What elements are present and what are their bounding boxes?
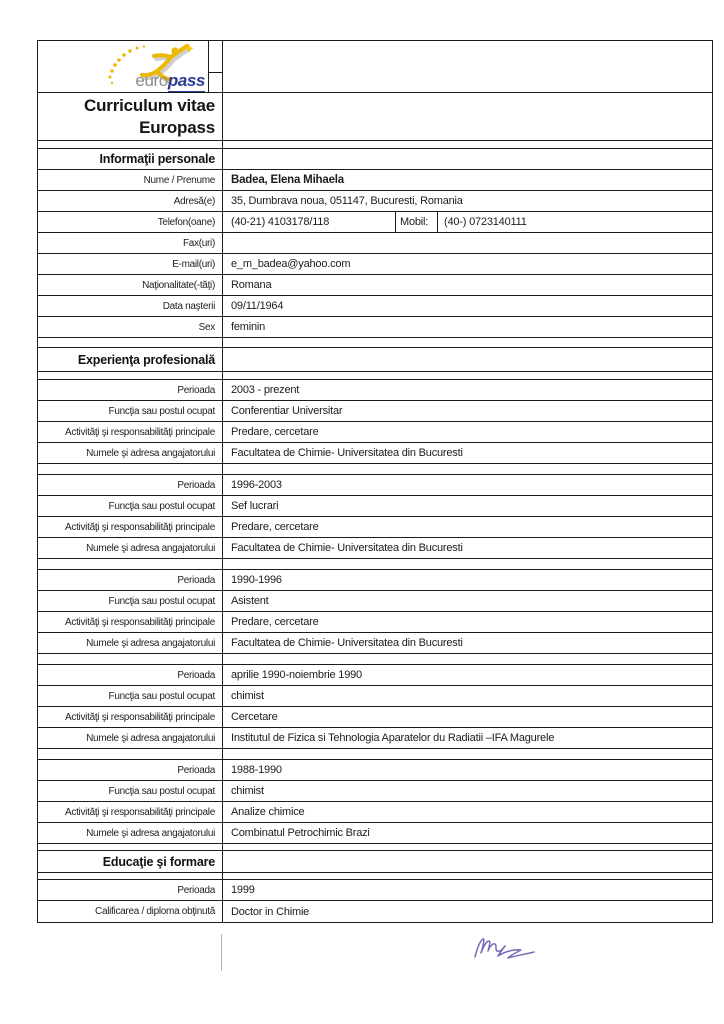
field-value: Facultatea de Chimie- Universitatea din Bucuresti xyxy=(231,637,463,649)
spacer-right xyxy=(223,372,712,379)
field-row-period xyxy=(38,665,712,686)
field-label: Numele şi adresa angajatorului xyxy=(38,443,223,463)
field-row-employer xyxy=(38,728,712,749)
spacer-row xyxy=(38,338,712,348)
section-header-experience xyxy=(38,348,712,372)
phone-value-cells xyxy=(223,212,712,232)
field-label: Activităţi şi responsabilităţi principale xyxy=(38,612,223,632)
logo-row-divider-cell xyxy=(208,41,223,92)
field-value: Doctor in Chimie xyxy=(231,905,310,918)
field-row-position xyxy=(38,686,712,707)
field-label: Adresă(e) xyxy=(38,191,223,211)
scan-artifact-line xyxy=(221,934,222,971)
field-row-qualification xyxy=(38,901,712,922)
field-value: Predare, cercetare xyxy=(231,426,319,438)
field-value: Romana xyxy=(231,279,272,291)
field-label: E-mail(uri) xyxy=(38,254,223,274)
mobile-value: (40-) 0723140111 xyxy=(444,216,527,228)
field-row-activities xyxy=(38,517,712,538)
spacer-right xyxy=(223,844,712,850)
field-row-activities xyxy=(38,422,712,443)
field-value: Combinatul Petrochimic Brazi xyxy=(231,827,370,839)
spacer-left xyxy=(38,338,223,347)
spacer-row xyxy=(38,873,712,880)
title-row-empty-cell xyxy=(223,93,712,140)
spacer-left xyxy=(38,141,223,148)
spacer-row xyxy=(38,464,712,475)
field-label: Perioada xyxy=(38,665,223,685)
field-label: Activităţi şi responsabilităţi principale xyxy=(38,517,223,537)
spacer-right xyxy=(223,873,712,879)
field-value: chimist xyxy=(231,785,264,797)
field-row-period xyxy=(38,760,712,781)
field-value: Asistent xyxy=(231,595,269,607)
spacer-left xyxy=(38,844,223,850)
field-row-employer xyxy=(38,823,712,844)
spacer-right xyxy=(223,338,712,347)
field-label: Perioada xyxy=(38,380,223,400)
field-label: Perioada xyxy=(38,570,223,590)
logo-pass-text: pass xyxy=(167,71,205,90)
field-row-employer xyxy=(38,633,712,654)
spacer-row xyxy=(38,844,712,851)
field-value: Analize chimice xyxy=(231,806,305,818)
phone-main-value: (40-21) 4103178/118 xyxy=(223,212,396,232)
section-header-education xyxy=(38,851,712,873)
spacer-left xyxy=(38,749,223,759)
field-value: 2003 - prezent xyxy=(231,384,300,396)
spacer-left xyxy=(38,873,223,879)
title-row xyxy=(38,93,712,141)
field-value: Facultatea de Chimie- Universitatea din Bucuresti xyxy=(231,447,463,459)
handwritten-signature xyxy=(468,930,544,972)
spacer-left xyxy=(38,372,223,379)
field-row-activities xyxy=(38,802,712,823)
field-row-position xyxy=(38,781,712,802)
field-value: 1999 xyxy=(231,884,255,896)
field-value: 1988-1990 xyxy=(231,764,282,776)
europass-logo xyxy=(105,43,207,90)
field-row-sex xyxy=(38,317,712,338)
spacer-row xyxy=(38,749,712,760)
field-row-employer xyxy=(38,538,712,559)
field-value: Cercetare xyxy=(231,711,278,723)
field-value: Facultatea de Chimie- Universitatea din Bucuresti xyxy=(231,542,463,554)
field-value: Sef lucrari xyxy=(231,500,279,512)
field-label: Numele şi adresa angajatorului xyxy=(38,538,223,558)
field-label: Numele şi adresa angajatorului xyxy=(38,728,223,748)
spacer-right xyxy=(223,559,712,569)
cv-table xyxy=(37,40,713,923)
spacer-left xyxy=(38,559,223,569)
field-row-activities xyxy=(38,612,712,633)
field-label: Telefon(oane) xyxy=(38,212,223,232)
section-header-empty-cell xyxy=(223,348,712,371)
field-row-position xyxy=(38,401,712,422)
title-line-2: Europass xyxy=(139,117,215,137)
field-label: Activităţi şi responsabilităţi principale xyxy=(38,802,223,822)
spacer-left xyxy=(38,464,223,474)
europass-wordmark xyxy=(135,72,205,89)
spacer-left xyxy=(38,654,223,664)
field-row-activities xyxy=(38,707,712,728)
field-label: Data naşterii xyxy=(38,296,223,316)
field-value: 1996-2003 xyxy=(231,479,282,491)
field-value: Predare, cercetare xyxy=(231,521,319,533)
field-row-fax xyxy=(38,233,712,254)
field-row-position xyxy=(38,591,712,612)
section-title: Informaţii personale xyxy=(38,149,223,169)
field-row-email xyxy=(38,254,712,275)
field-label: Funcţia sau postul ocupat xyxy=(38,781,223,801)
field-value: chimist xyxy=(231,690,264,702)
spacer-right xyxy=(223,749,712,759)
field-row-name xyxy=(38,170,712,191)
spacer-right xyxy=(223,464,712,474)
field-row-edu-period xyxy=(38,880,712,901)
field-label: Activităţi şi responsabilităţi principale xyxy=(38,707,223,727)
field-label: Perioada xyxy=(38,475,223,495)
field-label: Numele şi adresa angajatorului xyxy=(38,633,223,653)
logo-cell xyxy=(38,41,208,92)
spacer-right xyxy=(223,141,712,148)
field-value: 09/11/1964 xyxy=(231,300,284,312)
field-label: Funcţia sau postul ocupat xyxy=(38,496,223,516)
field-value: Badea, Elena Mihaela xyxy=(231,174,344,186)
field-value: e_m_badea@yahoo.com xyxy=(231,258,351,270)
spacer-row xyxy=(38,654,712,665)
spacer-row xyxy=(38,372,712,380)
section-title: Educaţie şi formare xyxy=(38,851,223,872)
field-row-address xyxy=(38,191,712,212)
mobile-label: Mobil: xyxy=(396,212,438,232)
field-label: Funcţia sau postul ocupat xyxy=(38,591,223,611)
logo-row-empty-cell xyxy=(223,41,712,92)
field-label: Funcţia sau postul ocupat xyxy=(38,686,223,706)
field-row-position xyxy=(38,496,712,517)
field-label: Fax(uri) xyxy=(38,233,223,253)
field-label: Nume / Prenume xyxy=(38,170,223,190)
field-value xyxy=(223,233,712,253)
field-row-period xyxy=(38,475,712,496)
document-title xyxy=(38,93,223,140)
logo-row xyxy=(38,41,712,93)
field-row-nationality xyxy=(38,275,712,296)
field-value: 1990-1996 xyxy=(231,574,282,586)
field-row-birthdate xyxy=(38,296,712,317)
section-title: Experienţa profesională xyxy=(38,348,223,371)
field-label: Calificarea / diploma obţinută xyxy=(38,901,223,922)
field-label: Perioada xyxy=(38,760,223,780)
section-header-personal xyxy=(38,149,712,170)
field-value: Predare, cercetare xyxy=(231,616,319,628)
field-label: Funcţia sau postul ocupat xyxy=(38,401,223,421)
field-row-period xyxy=(38,570,712,591)
section-header-empty-cell xyxy=(223,149,712,169)
field-row-phone xyxy=(38,212,712,233)
spacer-row xyxy=(38,141,712,149)
field-label: Numele şi adresa angajatorului xyxy=(38,823,223,843)
field-row-employer xyxy=(38,443,712,464)
logo-row-divider-segment xyxy=(209,41,222,73)
field-value: feminin xyxy=(231,321,266,333)
field-label: Perioada xyxy=(38,880,223,900)
field-label: Activităţi şi responsabilităţi principale xyxy=(38,422,223,442)
field-value: aprilie 1990-noiembrie 1990 xyxy=(231,669,362,681)
field-value: Institutul de Fizica si Tehnologia Aparatelor du Radiatii –IFA Magurele xyxy=(231,732,555,744)
title-line-1: Curriculum vitae xyxy=(84,95,215,115)
field-row-period xyxy=(38,380,712,401)
spacer-right xyxy=(223,654,712,664)
field-value: Conferentiar Universitar xyxy=(231,405,343,417)
logo-euro-text: euro xyxy=(135,71,168,90)
section-header-empty-cell xyxy=(223,851,712,872)
field-value: 35, Dumbrava noua, 051147, Bucuresti, Romania xyxy=(231,195,463,207)
field-label: Naţionalitate(-tăţi) xyxy=(38,275,223,295)
field-label: Sex xyxy=(38,317,223,337)
spacer-row xyxy=(38,559,712,570)
